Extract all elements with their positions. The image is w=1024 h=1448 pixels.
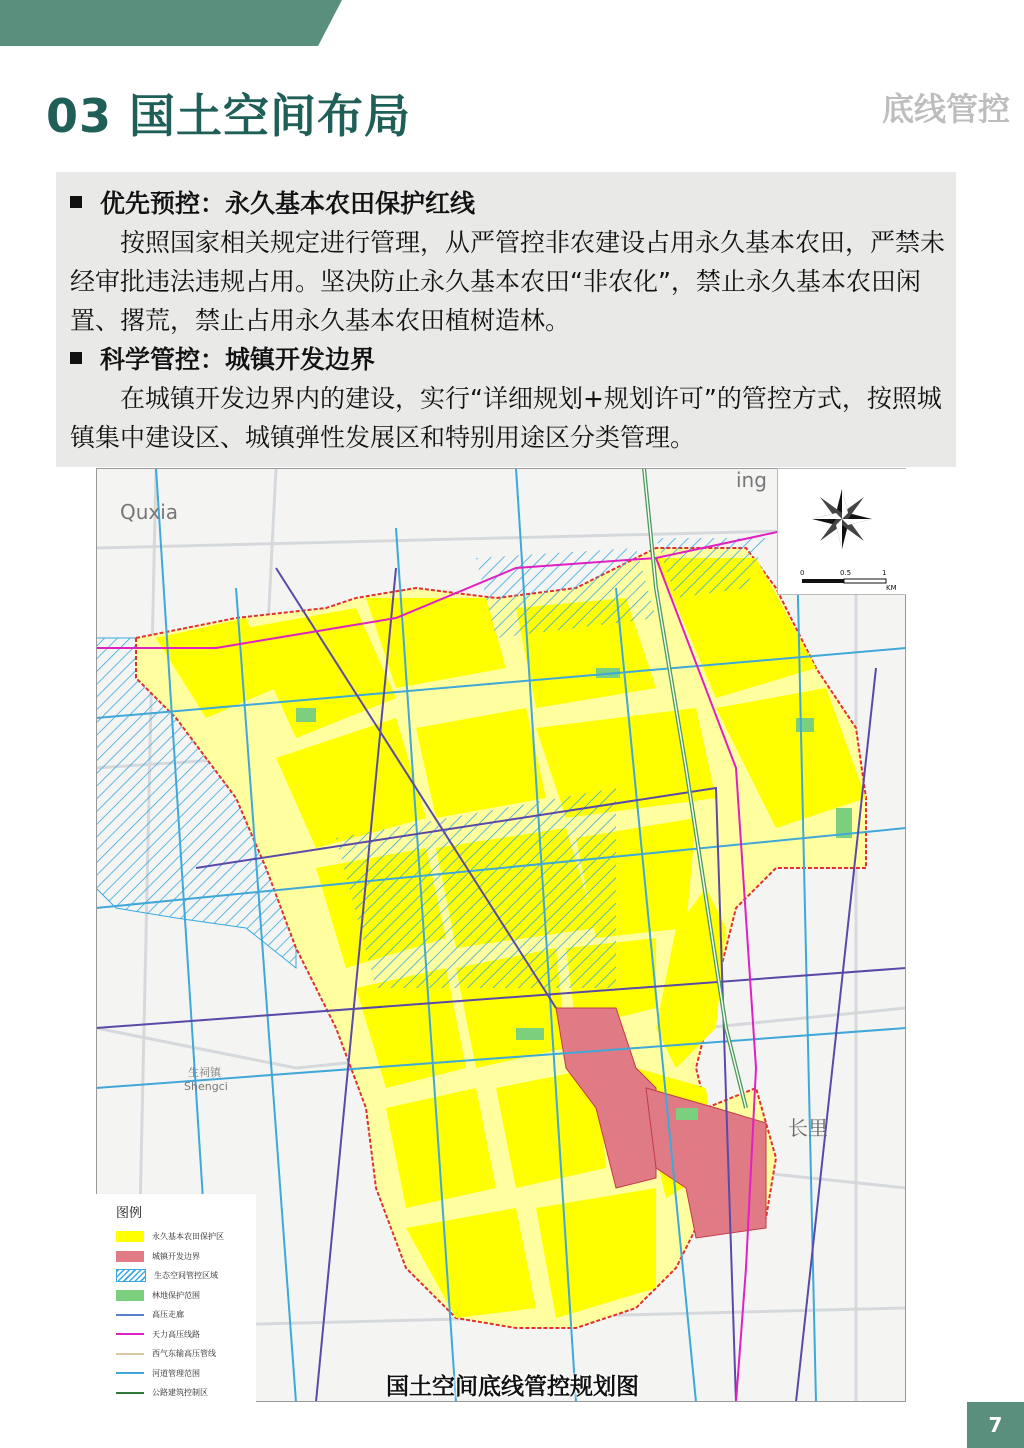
scale-unit: KM <box>886 584 897 592</box>
legend-label: 生态空间管控区域 <box>154 1271 218 1281</box>
page-title: 03 国土空间布局 <box>46 89 412 143</box>
block2-body: 在城镇开发边界内的建设，实行“详细规划+规划许可”的管控方式，按照城镇集中建设区、城镇弹性发展区和特别用途区分类管理。 <box>70 384 942 452</box>
legend-swatch <box>116 1333 144 1335</box>
legend-swatch <box>116 1231 144 1242</box>
map-title: 国土空间底线管控规划图 <box>386 1374 639 1400</box>
scale-label-1: 1 <box>882 569 887 577</box>
block1-body: 按照国家相关规定进行管理，从严管控非农建设占用永久基本农田，严禁未经审批违法违规占用。坚决防止永久基本农田“非农化”，禁止永久基本农田闲置、撂荒，禁止占用永久基本农田植树造林。 <box>70 228 946 335</box>
legend-label: 林地保护范围 <box>152 1290 200 1300</box>
scale-label-half: 0.5 <box>840 569 852 577</box>
legend-item <box>116 1305 248 1325</box>
block2-heading: 科学管控：城镇开发边界 <box>100 345 376 374</box>
legend-label: 河道管理范围 <box>152 1368 200 1378</box>
place-shengci-cn: 生祠镇 <box>188 1066 221 1079</box>
planning-map <box>96 468 906 1402</box>
legend-item <box>116 1364 248 1384</box>
legend-label: 西气东输高压管线 <box>152 1349 216 1359</box>
legend-label: 高压走廊 <box>152 1310 184 1320</box>
legend-label: 天力高压线路 <box>152 1329 200 1339</box>
page-number: 7 <box>967 1402 1024 1448</box>
legend-item <box>116 1247 248 1267</box>
legend-item <box>116 1227 248 1247</box>
legend-title: 图例 <box>116 1206 143 1221</box>
map-legend <box>96 1194 256 1402</box>
legend-item <box>116 1325 248 1345</box>
legend-label: 公路建筑控制区 <box>152 1388 208 1398</box>
legend-swatch <box>116 1392 144 1394</box>
place-changli: 长里 <box>788 1116 828 1140</box>
legend-swatch <box>116 1314 144 1316</box>
legend-swatch <box>116 1353 144 1355</box>
place-quxia: Quxia <box>120 500 179 524</box>
section-tag: 底线管控 <box>881 90 1010 128</box>
scale-label-0: 0 <box>800 569 805 577</box>
legend-label: 城镇开发边界 <box>152 1251 200 1261</box>
block1-heading-row <box>70 184 946 223</box>
header-band <box>0 0 342 46</box>
legend-item <box>116 1383 248 1402</box>
square-bullet-icon <box>70 196 82 208</box>
block2-heading-row <box>70 340 946 379</box>
legend-item <box>116 1286 248 1306</box>
place-shengci-en: Shengci <box>184 1080 228 1093</box>
legend-label: 永久基本农田保护区 <box>152 1232 224 1242</box>
square-bullet-icon <box>70 352 82 364</box>
legend-swatch <box>116 1269 146 1282</box>
legend-item <box>116 1344 248 1364</box>
place-ing: ing <box>736 468 767 492</box>
legend-item <box>116 1266 248 1286</box>
compass-scale-box <box>777 468 906 595</box>
legend-swatch <box>116 1290 144 1301</box>
block1-heading: 优先预控：永久基本农田保护红线 <box>100 189 476 218</box>
info-box <box>56 172 956 467</box>
legend-swatch <box>116 1372 144 1374</box>
legend-swatch <box>116 1251 144 1262</box>
